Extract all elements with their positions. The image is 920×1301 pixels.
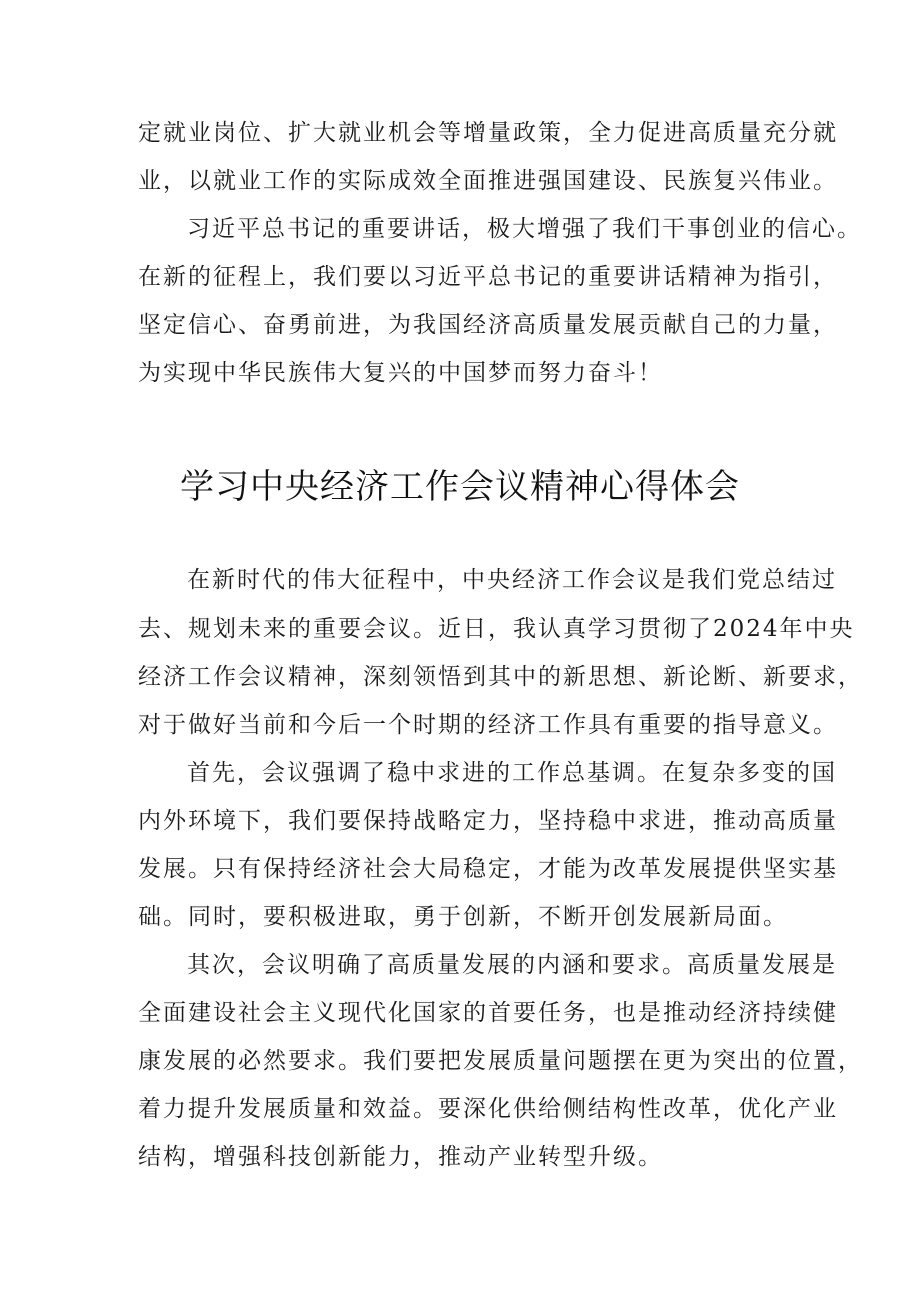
closing-line: 习近平总书记的重要讲话，极大增强了我们干事创业的信心。 [187, 216, 862, 242]
paragraph-2-line: 内外环境下，我们要保持战略定力，坚持稳中求进，推动高质量 [138, 808, 838, 834]
closing-line: 为实现中华民族伟大复兴的中国梦而努力奋斗！ [138, 360, 663, 386]
article-title: 学习中央经济工作会议精神心得体会 [180, 467, 740, 507]
paragraph-1-line: 在新时代的伟大征程中，中央经济工作会议是我们党总结过 [187, 567, 837, 593]
paragraph-3-line: 其次，会议明确了高质量发展的内涵和要求。高质量发展是 [187, 952, 837, 978]
closing-line: 在新的征程上，我们要以习近平总书记的重要讲话精神为指引， [138, 264, 838, 290]
paragraph-1-line: 对于做好当前和今后一个时期的经济工作具有重要的指导意义。 [138, 712, 838, 738]
intro-line: 定就业岗位、扩大就业机会等增量政策，全力促进高质量充分就 [138, 120, 838, 146]
paragraph-2-line: 首先，会议强调了稳中求进的工作总基调。在复杂多变的国 [187, 760, 837, 786]
paragraph-3-line: 着力提升发展质量和效益。要深化供给侧结构性改革，优化产业 [138, 1096, 838, 1122]
paragraph-1-line: 经济工作会议精神，深刻领悟到其中的新思想、新论断、新要求， [138, 664, 863, 690]
paragraph-3-line: 结构，增强科技创新能力，推动产业转型升级。 [138, 1144, 663, 1170]
paragraph-3-line: 康发展的必然要求。我们要把发展质量问题摆在更为突出的位置， [138, 1048, 863, 1074]
paragraph-3-line: 全面建设社会主义现代化国家的首要任务，也是推动经济持续健 [138, 1000, 838, 1026]
paragraph-1-line: 去、规划未来的重要会议。近日，我认真学习贯彻了2024年中央 [138, 616, 855, 642]
paragraph-2-line: 发展。只有保持经济社会大局稳定，才能为改革发展提供坚实基 [138, 856, 838, 882]
intro-line: 业，以就业工作的实际成效全面推进强国建设、民族复兴伟业。 [138, 168, 838, 194]
closing-line: 坚定信心、奋勇前进，为我国经济高质量发展贡献自己的力量， [138, 312, 838, 338]
paragraph-2-line: 础。同时，要积极进取，勇于创新，不断开创发展新局面。 [138, 904, 788, 930]
